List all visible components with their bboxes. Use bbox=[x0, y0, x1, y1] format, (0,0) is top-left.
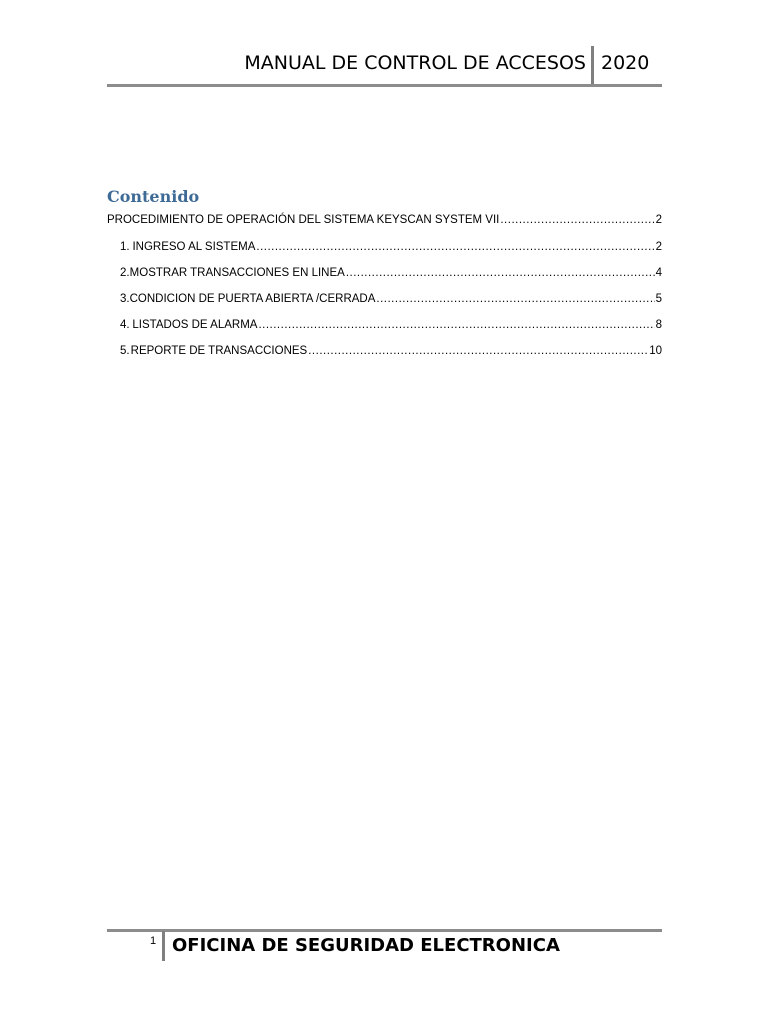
page-header bbox=[107, 44, 662, 86]
toc-item-label: INGRESO AL SISTEMA bbox=[132, 241, 256, 253]
document-title: MANUAL DE CONTROL DE ACCESOS bbox=[244, 52, 586, 74]
toc-item-number: 5. bbox=[120, 345, 130, 357]
toc-item-page: 2 bbox=[655, 241, 662, 253]
toc-entry-label: PROCEDIMIENTO DE OPERACIÓN DEL SISTEMA KEYSCAN SYSTEM VII bbox=[107, 214, 500, 226]
toc-main-entry[interactable] bbox=[107, 214, 662, 226]
toc-leader-dots bbox=[500, 214, 654, 226]
header-rule bbox=[107, 84, 662, 87]
footer-page-number: 1 bbox=[150, 935, 157, 947]
toc-leader-dots bbox=[256, 241, 654, 253]
toc-item[interactable] bbox=[120, 293, 662, 305]
toc-item-page: 8 bbox=[655, 319, 662, 331]
toc-item-number: 1. bbox=[120, 241, 130, 253]
toc-leader-dots bbox=[376, 293, 654, 305]
toc-item[interactable] bbox=[120, 319, 662, 331]
toc-leader-dots bbox=[258, 319, 654, 331]
toc-item[interactable] bbox=[120, 267, 662, 279]
toc-item-label: CONDICION DE PUERTA ABIERTA /CERRADA bbox=[129, 293, 376, 305]
document-year: 2020 bbox=[601, 52, 650, 74]
toc-item-label: REPORTE DE TRANSACCIONES bbox=[130, 345, 308, 357]
toc-entry-page: 2 bbox=[655, 214, 662, 226]
footer-text: OFICINA DE SEGURIDAD ELECTRONICA bbox=[172, 935, 560, 956]
toc-item[interactable] bbox=[120, 345, 662, 357]
toc-leader-dots bbox=[346, 267, 655, 279]
toc-item-page: 10 bbox=[649, 345, 662, 357]
toc-item-number: 3. bbox=[120, 293, 130, 305]
footer-rule bbox=[107, 929, 662, 932]
toc-item-number: 2. bbox=[120, 267, 130, 279]
toc-item-page: 5 bbox=[655, 293, 662, 305]
toc-item[interactable] bbox=[120, 241, 662, 253]
toc-item-number: 4. bbox=[120, 319, 130, 331]
header-divider bbox=[591, 46, 594, 86]
footer-divider bbox=[162, 931, 165, 961]
toc-item-label: MOSTRAR TRANSACCIONES EN LINEA bbox=[129, 267, 345, 279]
toc-heading: Contenido bbox=[107, 187, 200, 206]
toc-leader-dots bbox=[308, 345, 648, 357]
toc-item-page: 4 bbox=[655, 267, 662, 279]
toc-item-label: LISTADOS DE ALARMA bbox=[132, 319, 258, 331]
